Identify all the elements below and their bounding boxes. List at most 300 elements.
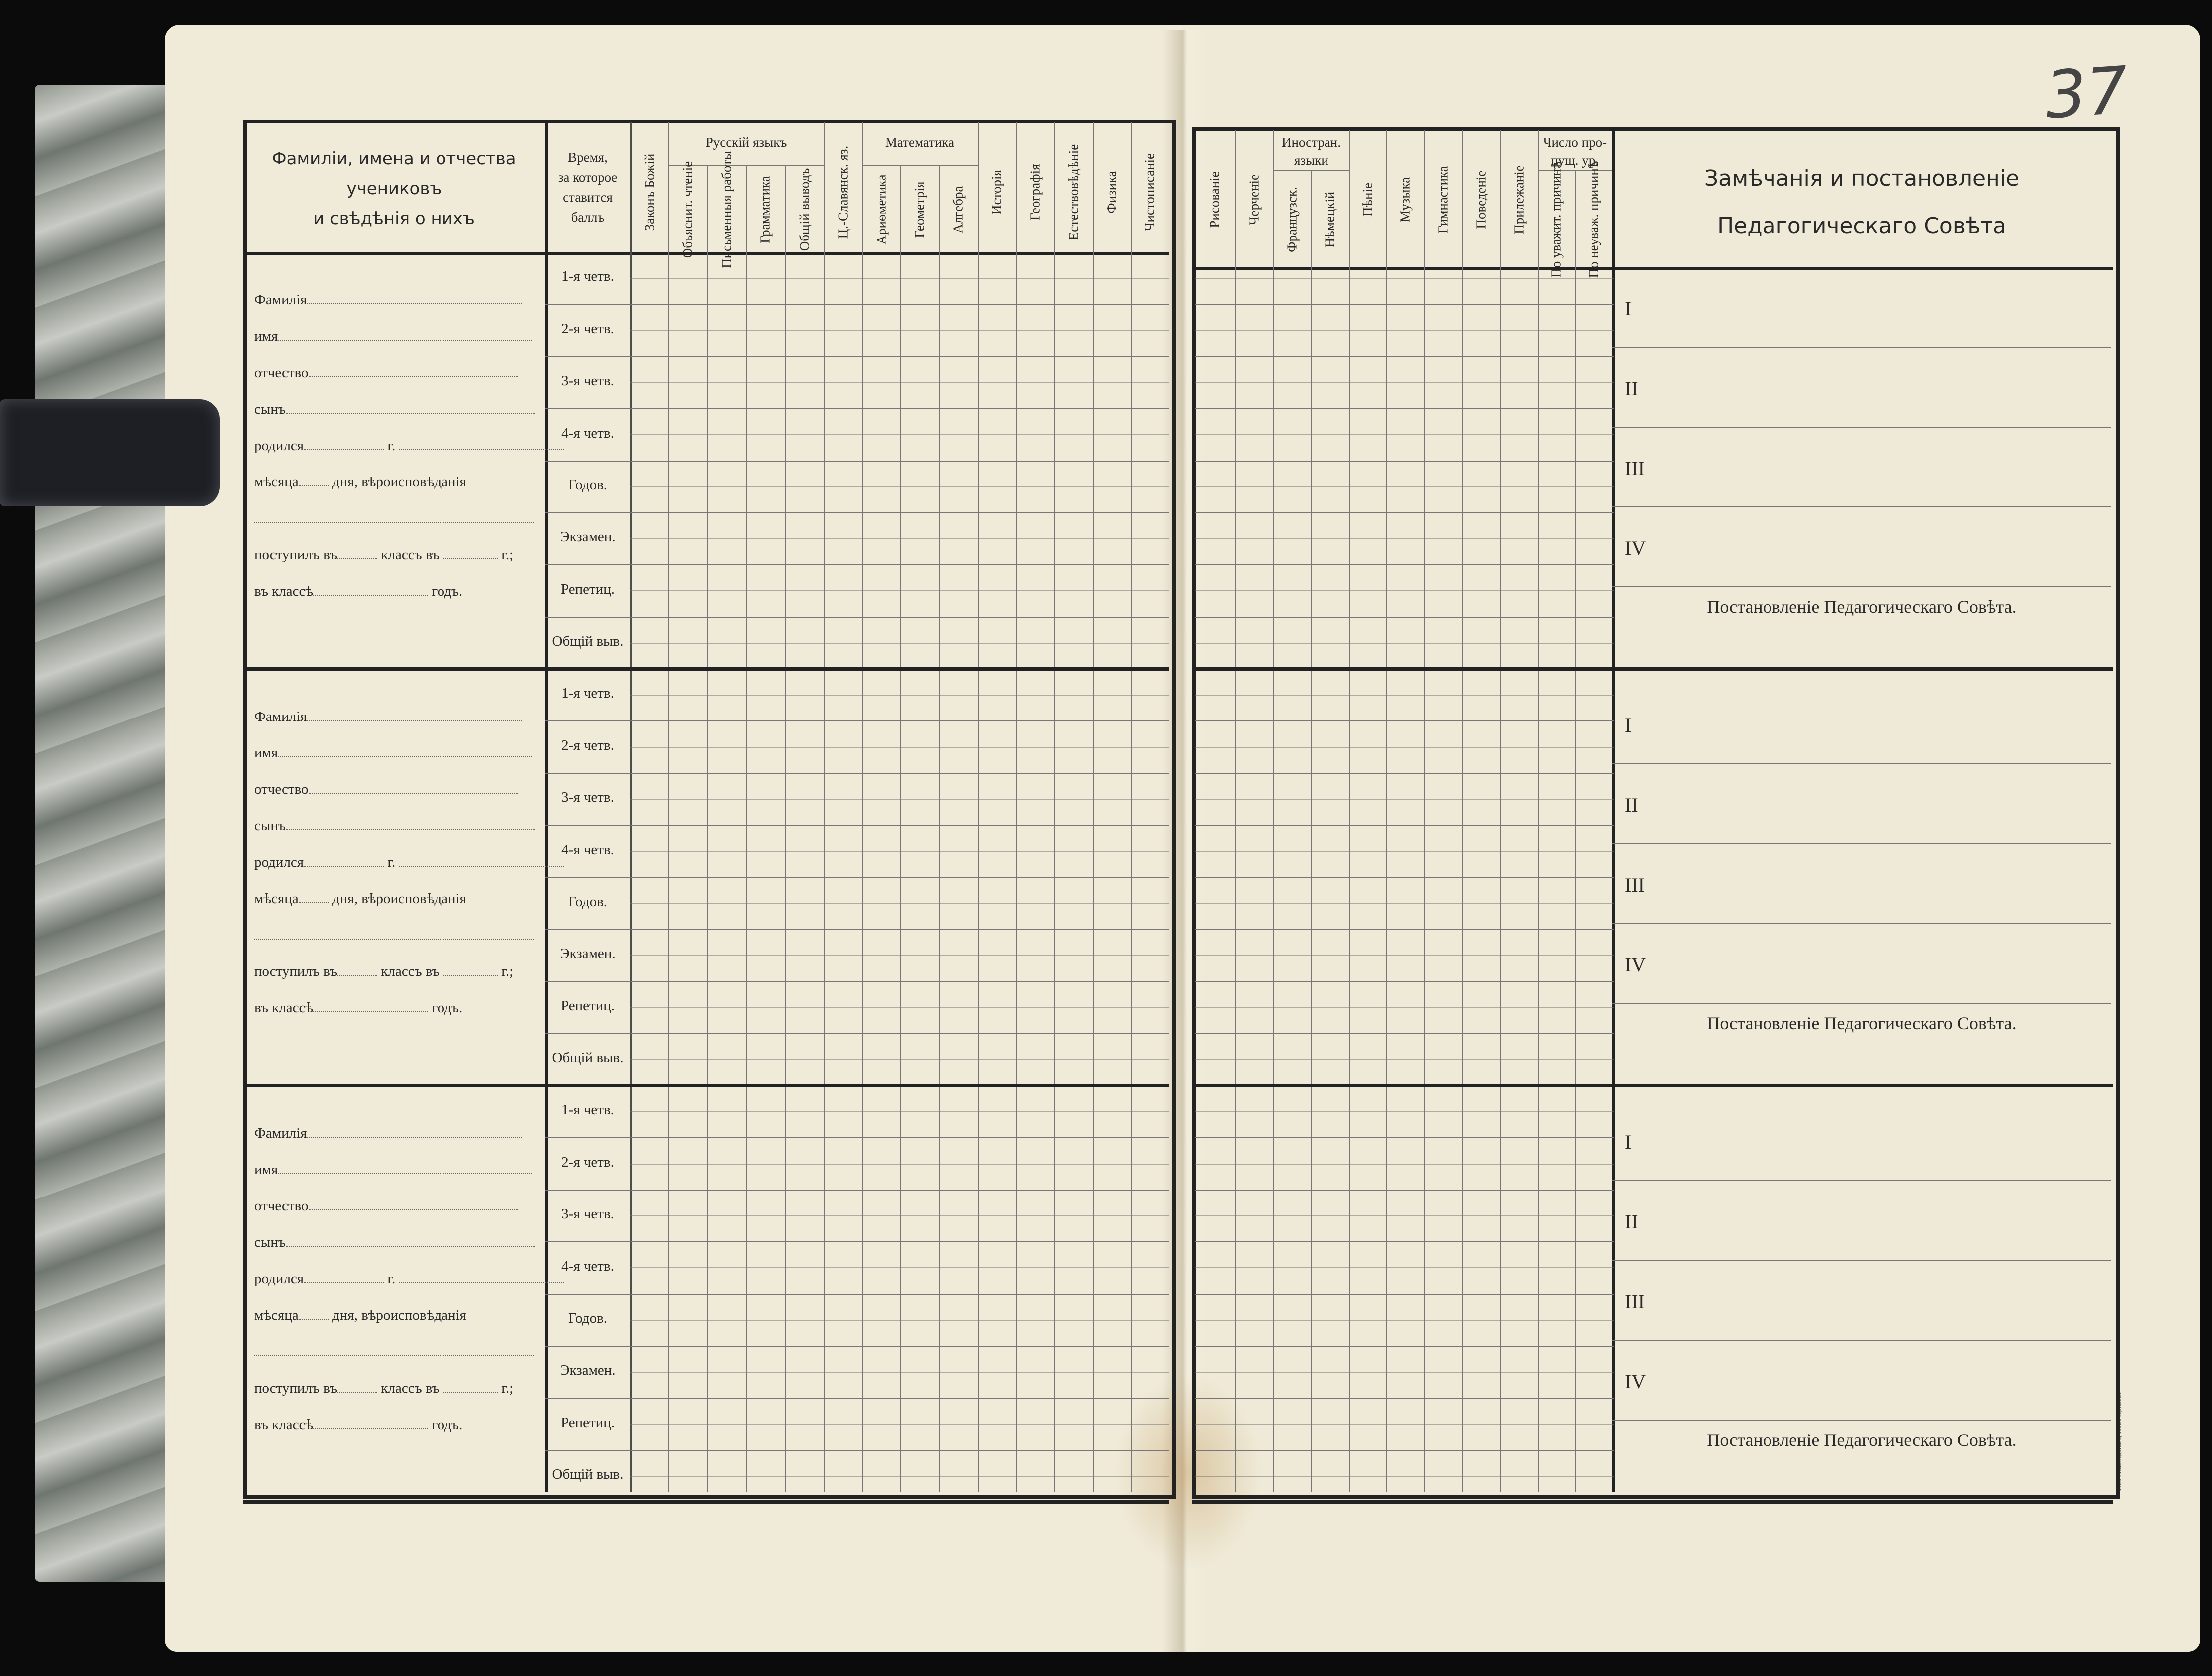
- blank-field-line[interactable]: [254, 512, 534, 523]
- period-row-rule: [545, 304, 1169, 305]
- blank-field-line[interactable]: [299, 892, 329, 903]
- subject-header-right-0: Рисованіе: [1207, 171, 1222, 228]
- subject-header-2: Письменныя работы: [719, 151, 734, 268]
- subject-col-divider: [939, 165, 940, 1492]
- period-row-rule-right: [1195, 617, 1614, 618]
- grade-subrule: [630, 1424, 1169, 1425]
- names-column-header: учениковъ: [346, 179, 442, 199]
- student-field-blank: [254, 510, 534, 527]
- period-row-rule-right: [1195, 1137, 1614, 1138]
- grade-subrule: [630, 1059, 1169, 1060]
- field-label: Фамилія: [254, 709, 307, 724]
- grade-subrule-right: [1195, 955, 1614, 956]
- field-label: въ классѣ: [254, 1000, 314, 1016]
- period-label: 4-я четв.: [561, 841, 614, 858]
- subject-header-5: Ц.-Славянск. яз.: [835, 145, 851, 239]
- absence-group-header: Число про-: [1543, 135, 1607, 150]
- subject-col-divider: [1500, 130, 1501, 1492]
- quarter-roman: II: [1625, 1210, 1638, 1233]
- subject-header-right-3: Нѣмецкій: [1322, 191, 1337, 248]
- grade-subrule-right: [1195, 903, 1614, 904]
- field-label: дня, вѣроисповѣданія: [328, 891, 466, 907]
- student-field-surname: [254, 1125, 522, 1142]
- blank-field-line[interactable]: [309, 1199, 518, 1210]
- folio-number: 37: [2042, 52, 2131, 134]
- time-column-header: ставится: [563, 190, 613, 205]
- grade-subrule-right: [1195, 1007, 1614, 1008]
- period-row-rule-right: [1195, 1450, 1614, 1451]
- blank-field-line[interactable]: [313, 585, 428, 596]
- blank-field-line[interactable]: [286, 1236, 535, 1247]
- subject-header-13: Чистописаніе: [1142, 153, 1157, 232]
- subject-col-divider: [1235, 130, 1236, 1492]
- remarks-quarter-rule: [1612, 347, 2111, 348]
- field-label: классъ въ: [377, 963, 443, 979]
- student-field-in_class: [254, 583, 462, 600]
- student-field-name: [254, 1162, 532, 1178]
- period-row-rule-right: [1195, 564, 1614, 565]
- student-block-rule-right: [1192, 1500, 2113, 1504]
- field-label: поступилъ въ: [254, 547, 338, 563]
- blank-field-line[interactable]: [304, 1272, 384, 1283]
- foreign-group-header: Иностран.: [1282, 135, 1341, 150]
- quarter-roman: III: [1625, 457, 1645, 479]
- student-block-rule: [243, 1084, 1169, 1087]
- period-label: Репетиц.: [561, 1414, 615, 1431]
- period-label: Репетиц.: [561, 997, 615, 1014]
- subject-header-right-6: Гимнастика: [1435, 166, 1451, 234]
- grade-subrule: [630, 1164, 1169, 1165]
- grade-subrule: [630, 486, 1169, 487]
- remarks-column-header: Замѣчанія и постановленіе: [1704, 166, 2020, 191]
- field-label: г.: [384, 438, 399, 454]
- field-label: отчество: [254, 781, 309, 797]
- period-label: Годов.: [568, 893, 608, 910]
- header-rule-right: [1192, 267, 2113, 270]
- period-row-rule-right: [1195, 825, 1614, 826]
- period-label: 2-я четв.: [561, 737, 614, 753]
- period-row-rule-right: [1195, 1346, 1614, 1347]
- field-label: имя: [254, 328, 278, 344]
- student-field-entered: [254, 1380, 513, 1397]
- grade-subrule: [630, 278, 1169, 279]
- quarter-roman: IV: [1625, 954, 1646, 976]
- grade-subrule: [630, 695, 1169, 696]
- period-row-rule-right: [1195, 461, 1614, 462]
- council-decree-label: Постановленіе Педагогическаго Совѣта.: [1707, 1013, 2017, 1033]
- student-field-patronymic: [254, 365, 518, 381]
- grade-subrule: [630, 851, 1169, 852]
- names-column-header: и свѣдѣнія о нихъ: [313, 209, 475, 229]
- blank-field-line[interactable]: [443, 548, 498, 559]
- subject-header-9: Исторія: [989, 170, 1004, 215]
- math-group-rule: [862, 165, 978, 166]
- binding-fabric: [35, 85, 170, 1582]
- period-label: Экзамен.: [560, 946, 616, 962]
- remarks-quarter-rule: [1612, 923, 2111, 924]
- blank-field-line[interactable]: [278, 1163, 532, 1174]
- grade-subrule: [630, 747, 1169, 748]
- grade-subrule: [630, 434, 1169, 435]
- subject-col-divider: [1273, 130, 1274, 1492]
- period-row-rule: [545, 877, 1169, 878]
- remarks-quarter-rule: [1612, 1260, 2111, 1261]
- student-field-son: [254, 818, 535, 834]
- field-label: родился: [254, 438, 304, 454]
- grade-subrule: [630, 799, 1169, 800]
- binding-tape: [0, 399, 220, 506]
- grade-subrule-right: [1195, 1372, 1614, 1373]
- student-field-patronymic: [254, 781, 518, 798]
- period-row-rule: [545, 512, 1169, 513]
- grade-subrule-right: [1195, 538, 1614, 539]
- quarter-roman: III: [1625, 874, 1645, 896]
- field-label: въ классѣ: [254, 1417, 314, 1433]
- blank-field-line[interactable]: [304, 856, 384, 867]
- subject-col-divider: [1462, 130, 1463, 1492]
- grade-subrule: [630, 1111, 1169, 1112]
- remarks-quarter-rule: [1612, 1003, 2111, 1004]
- field-label: г.: [384, 1271, 399, 1287]
- field-label: родился: [254, 854, 304, 870]
- period-row-rule: [545, 981, 1169, 982]
- field-label: годъ.: [428, 1000, 463, 1016]
- period-label: Общій выв.: [552, 1050, 624, 1066]
- time-column-header: за которое: [558, 170, 618, 185]
- time-column-header: Время,: [568, 150, 608, 165]
- blank-field-line[interactable]: [443, 1382, 498, 1393]
- period-label: 4-я четв.: [561, 425, 614, 441]
- period-label: 2-я четв.: [561, 1154, 614, 1170]
- field-label: дня, вѣроисповѣданія: [328, 1307, 466, 1323]
- subject-col-divider: [1612, 130, 1615, 1492]
- grade-subrule-right: [1195, 1111, 1614, 1112]
- subject-header-right-10: По неуваж. причинѣ: [1586, 161, 1601, 278]
- grade-subrule-right: [1195, 1476, 1614, 1477]
- student-field-month: [254, 474, 466, 490]
- subject-col-divider: [1054, 122, 1055, 1492]
- remarks-quarter-rule: [1612, 586, 2111, 587]
- blank-field-line[interactable]: [309, 783, 518, 794]
- blank-field-line[interactable]: [307, 710, 522, 721]
- grade-subrule-right: [1195, 1424, 1614, 1425]
- time-col-divider: [630, 122, 632, 1492]
- council-decree-label: Постановленіе Педагогическаго Совѣта.: [1707, 597, 2017, 617]
- grade-subrule: [630, 1267, 1169, 1268]
- subject-header-1: Объяснит. чтеніе: [680, 161, 695, 258]
- field-label: поступилъ въ: [254, 963, 338, 979]
- field-label: поступилъ въ: [254, 1380, 338, 1396]
- remarks-quarter-rule: [1612, 1420, 2111, 1421]
- period-label: Экзамен.: [560, 529, 616, 545]
- grade-subrule-right: [1195, 695, 1614, 696]
- period-label: 4-я четв.: [561, 1258, 614, 1274]
- subject-header-right-4: Пѣніе: [1360, 182, 1375, 217]
- foreign-group-header: языки: [1294, 153, 1328, 168]
- subject-col-divider: [900, 165, 901, 1492]
- student-field-born: [254, 1271, 564, 1287]
- period-label: Общій выв.: [552, 633, 624, 650]
- student-field-born: [254, 854, 564, 871]
- subject-col-divider: [1093, 122, 1094, 1492]
- quarter-roman: I: [1625, 1131, 1632, 1153]
- student-field-month: [254, 891, 466, 907]
- grade-subrule-right: [1195, 278, 1614, 279]
- grade-subrule: [630, 1007, 1169, 1008]
- subject-col-divider: [862, 122, 863, 1492]
- blank-field-line[interactable]: [304, 439, 384, 450]
- subject-header-7: Геометрія: [912, 181, 927, 238]
- council-decree-label: Постановленіе Педагогическаго Совѣта.: [1707, 1430, 2017, 1450]
- field-label: мѣсяца: [254, 1307, 299, 1323]
- quarter-roman: I: [1625, 297, 1632, 320]
- period-row-rule-right: [1195, 1241, 1614, 1242]
- subject-header-6: Ариѳметика: [874, 174, 888, 245]
- foreign-group-rule: [1273, 170, 1349, 171]
- field-label: имя: [254, 1162, 278, 1178]
- student-field-name: [254, 328, 532, 345]
- field-label: классъ въ: [377, 547, 443, 563]
- period-row-rule-right: [1195, 1033, 1614, 1034]
- remarks-quarter-rule: [1612, 427, 2111, 428]
- subject-header-right-2: Французск.: [1284, 187, 1299, 252]
- field-label: родился: [254, 1271, 304, 1287]
- grade-subrule: [630, 955, 1169, 956]
- field-label: мѣсяца: [254, 474, 299, 490]
- subject-header-12: Физика: [1104, 171, 1119, 214]
- blank-field-line[interactable]: [254, 1345, 534, 1356]
- grade-subrule: [630, 382, 1169, 383]
- period-row-rule-right: [1195, 512, 1614, 513]
- period-row-rule: [545, 720, 1169, 721]
- period-row-rule-right: [1195, 981, 1614, 982]
- subject-col-divider: [824, 122, 825, 1492]
- field-label: классъ въ: [377, 1380, 443, 1396]
- student-block-rule: [243, 667, 1169, 671]
- student-field-born: [254, 438, 564, 454]
- student-field-patronymic: [254, 1198, 518, 1214]
- period-label: 3-я четв.: [561, 789, 614, 806]
- period-row-rule: [545, 1033, 1169, 1034]
- subject-header-right-7: Поведеніе: [1473, 170, 1489, 229]
- subject-header-right-8: Прилежаніе: [1511, 165, 1526, 234]
- subject-header-11: Естествовѣдѣніе: [1066, 144, 1081, 240]
- field-label: дня, вѣроисповѣданія: [328, 474, 466, 490]
- subject-header-10: Географія: [1027, 164, 1042, 221]
- period-row-rule: [545, 356, 1169, 357]
- blank-field-line[interactable]: [399, 856, 564, 867]
- period-row-rule: [545, 461, 1169, 462]
- subject-header-right-5: Музыка: [1397, 177, 1413, 223]
- period-row-rule-right: [1195, 1398, 1614, 1399]
- period-row-rule-right: [1195, 1190, 1614, 1191]
- period-label: 3-я четв.: [561, 373, 614, 389]
- period-row-rule: [545, 1190, 1169, 1191]
- period-row-rule: [545, 825, 1169, 826]
- student-field-son: [254, 401, 535, 418]
- period-row-rule-right: [1195, 408, 1614, 409]
- period-row-rule: [545, 773, 1169, 774]
- blank-field-line[interactable]: [399, 439, 564, 450]
- grade-subrule: [630, 643, 1169, 644]
- blank-field-line[interactable]: [399, 1272, 564, 1283]
- student-field-name: [254, 745, 532, 761]
- remarks-quarter-rule: [1612, 763, 2111, 764]
- student-field-son: [254, 1234, 535, 1251]
- grade-subrule-right: [1195, 1059, 1614, 1060]
- grade-subrule-right: [1195, 799, 1614, 800]
- grade-subrule: [630, 1372, 1169, 1373]
- left-table-frame: [243, 120, 1176, 1499]
- blank-field-line[interactable]: [313, 1418, 428, 1429]
- field-label: годъ.: [428, 583, 463, 599]
- student-block-rule-right: [1192, 1084, 2113, 1087]
- blank-field-line[interactable]: [337, 1382, 377, 1393]
- subject-col-divider: [746, 165, 747, 1492]
- blank-field-line[interactable]: [307, 293, 522, 304]
- period-row-rule-right: [1195, 304, 1614, 305]
- period-row-rule-right: [1195, 877, 1614, 878]
- subject-header-0: Законъ Божій: [642, 153, 657, 231]
- subject-col-divider: [1016, 122, 1017, 1492]
- blank-field-line[interactable]: [299, 476, 329, 486]
- grade-subrule: [630, 538, 1169, 539]
- remarks-quarter-rule: [1612, 843, 2111, 844]
- remarks-quarter-rule: [1612, 506, 2111, 507]
- student-field-blank: [254, 1344, 534, 1360]
- period-row-rule-right: [1195, 1294, 1614, 1295]
- grade-subrule-right: [1195, 1320, 1614, 1321]
- period-row-rule: [545, 1294, 1169, 1295]
- quarter-roman: IV: [1625, 537, 1646, 559]
- field-label: г.;: [498, 1380, 514, 1396]
- subject-col-divider: [1131, 122, 1132, 1492]
- grade-subrule: [630, 1476, 1169, 1477]
- blank-field-line[interactable]: [299, 1309, 329, 1320]
- subject-col-divider: [668, 122, 669, 1492]
- grade-subrule-right: [1195, 486, 1614, 487]
- period-row-rule: [545, 1137, 1169, 1138]
- absence-group-header: пущ. ур.: [1551, 153, 1599, 168]
- field-label: сынъ: [254, 1234, 286, 1250]
- quarter-roman: II: [1625, 794, 1638, 816]
- quarter-roman: III: [1625, 1290, 1645, 1313]
- blank-field-line[interactable]: [307, 1127, 522, 1138]
- period-row-rule-right: [1195, 773, 1614, 774]
- student-field-entered: [254, 963, 513, 980]
- field-label: отчество: [254, 365, 309, 381]
- blank-field-line[interactable]: [286, 403, 535, 414]
- period-row-rule: [545, 1398, 1169, 1399]
- period-row-rule: [545, 617, 1169, 618]
- subject-col-divider: [1386, 130, 1387, 1492]
- period-label: 1-я четв.: [561, 685, 614, 702]
- field-label: г.;: [498, 963, 514, 979]
- subject-col-divider: [1538, 130, 1539, 1492]
- grade-subrule-right: [1195, 1215, 1614, 1216]
- subject-header-8: Алгебра: [950, 186, 966, 234]
- quarter-roman: IV: [1625, 1370, 1646, 1393]
- blank-field-line[interactable]: [278, 746, 532, 757]
- period-label: 2-я четв.: [561, 320, 614, 337]
- student-block-rule-right: [1192, 667, 2113, 671]
- grade-subrule: [630, 1320, 1169, 1321]
- grade-subrule-right: [1195, 590, 1614, 591]
- blank-field-line[interactable]: [309, 366, 518, 377]
- period-row-rule: [545, 408, 1169, 409]
- blank-field-line[interactable]: [254, 929, 534, 940]
- field-label: имя: [254, 745, 278, 761]
- student-field-month: [254, 1307, 466, 1324]
- russian-group-header: Русскій языкъ: [705, 135, 787, 150]
- blank-field-line[interactable]: [337, 548, 377, 559]
- period-row-rule-right: [1195, 720, 1614, 721]
- subject-col-divider: [1424, 130, 1425, 1492]
- field-label: сынъ: [254, 401, 286, 417]
- field-label: мѣсяца: [254, 891, 299, 907]
- printer-mark: Тип. А.Шпедскаго, Новочеркасск: [2115, 1392, 2123, 1492]
- student-field-in_class: [254, 1417, 462, 1433]
- field-label: г.;: [498, 547, 514, 563]
- period-row-rule-right: [1195, 356, 1614, 357]
- period-label: Экзамен.: [560, 1362, 616, 1379]
- student-field-entered: [254, 547, 513, 563]
- quarter-roman: I: [1625, 714, 1632, 736]
- remarks-column-header: Педагогическаго Совѣта: [1717, 213, 2006, 239]
- blank-field-line[interactable]: [278, 330, 532, 341]
- blank-field-line[interactable]: [443, 965, 498, 976]
- student-field-surname: [254, 292, 522, 308]
- period-row-rule: [545, 1241, 1169, 1242]
- field-label: годъ.: [428, 1417, 463, 1433]
- math-group-header: Математика: [885, 135, 955, 150]
- period-row-rule: [545, 929, 1169, 930]
- student-field-surname: [254, 709, 522, 725]
- grade-subrule: [630, 1215, 1169, 1216]
- grade-subrule-right: [1195, 643, 1614, 644]
- grade-subrule: [630, 590, 1169, 591]
- blank-field-line[interactable]: [337, 965, 377, 976]
- blank-field-line[interactable]: [286, 819, 535, 830]
- period-row-rule: [545, 1450, 1169, 1451]
- grade-subrule-right: [1195, 434, 1614, 435]
- period-row-rule: [545, 564, 1169, 565]
- period-label: 3-я четв.: [561, 1206, 614, 1222]
- field-label: Фамилія: [254, 292, 307, 308]
- grade-subrule-right: [1195, 851, 1614, 852]
- grade-subrule-right: [1195, 330, 1614, 331]
- subject-header-right-9: По уважит. причинѣ: [1548, 161, 1564, 278]
- subject-header-right-1: Черченіе: [1246, 174, 1261, 225]
- names-column-header: Фамиліи, имена и отчества: [272, 149, 516, 169]
- header-rule-left: [243, 252, 1169, 255]
- grade-subrule: [630, 330, 1169, 331]
- field-label: отчество: [254, 1198, 309, 1214]
- grade-subrule-right: [1195, 1164, 1614, 1165]
- field-label: Фамилія: [254, 1125, 307, 1141]
- blank-field-line[interactable]: [313, 1001, 428, 1012]
- field-label: сынъ: [254, 818, 286, 834]
- period-label: 1-я четв.: [561, 1102, 614, 1118]
- period-label: Годов.: [568, 477, 608, 493]
- grade-subrule-right: [1195, 1267, 1614, 1268]
- period-row-rule-right: [1195, 929, 1614, 930]
- remarks-quarter-rule: [1612, 1340, 2111, 1341]
- subject-col-divider: [978, 122, 979, 1492]
- period-label: Годов.: [568, 1310, 608, 1326]
- time-column-header: баллъ: [571, 210, 605, 225]
- subject-header-4: Общій выводъ: [797, 168, 812, 251]
